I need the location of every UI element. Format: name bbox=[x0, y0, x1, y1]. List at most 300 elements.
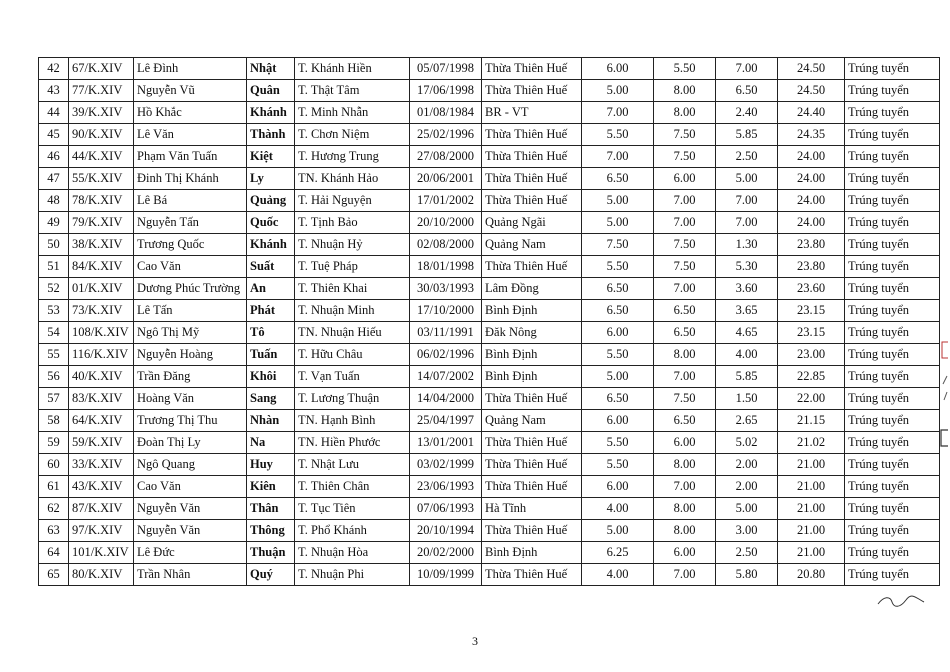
cell-stt: 43 bbox=[39, 80, 69, 102]
table-row bbox=[39, 234, 940, 256]
cell-result: Trúng tuyển bbox=[845, 212, 940, 234]
cell-province: Thừa Thiên Huế bbox=[482, 124, 582, 146]
table-row bbox=[39, 564, 940, 586]
cell-code: 43/K.XIV bbox=[69, 476, 134, 498]
cell-dob: 20/06/2001 bbox=[410, 168, 482, 190]
cell-family: Nguyễn Hoàng bbox=[134, 344, 247, 366]
table-row bbox=[39, 212, 940, 234]
cell-dob: 03/11/1991 bbox=[410, 322, 482, 344]
cell-s2: 8.00 bbox=[654, 102, 716, 124]
cell-family: Nguyễn Văn bbox=[134, 520, 247, 542]
cell-total: 21.02 bbox=[778, 432, 845, 454]
cell-s1: 5.00 bbox=[582, 190, 654, 212]
cell-province: Quảng Nam bbox=[482, 234, 582, 256]
cell-code: 01/K.XIV bbox=[69, 278, 134, 300]
cell-s3: 7.00 bbox=[716, 58, 778, 80]
cell-s1: 5.00 bbox=[582, 520, 654, 542]
cell-family: Đoàn Thị Ly bbox=[134, 432, 247, 454]
cell-s2: 6.00 bbox=[654, 432, 716, 454]
cell-family: Nguyễn Tấn bbox=[134, 212, 247, 234]
cell-stt: 47 bbox=[39, 168, 69, 190]
cell-code: 97/K.XIV bbox=[69, 520, 134, 542]
cell-dob: 30/03/1993 bbox=[410, 278, 482, 300]
table-row bbox=[39, 542, 940, 564]
cell-result: Trúng tuyển bbox=[845, 344, 940, 366]
cell-s1: 7.00 bbox=[582, 102, 654, 124]
cell-dob: 10/09/1999 bbox=[410, 564, 482, 586]
cell-dharma: TN. Nhuận Hiếu bbox=[295, 322, 410, 344]
cell-dharma: T. Thật Tâm bbox=[295, 80, 410, 102]
cell-result: Trúng tuyển bbox=[845, 564, 940, 586]
table-row bbox=[39, 300, 940, 322]
cell-total: 21.15 bbox=[778, 410, 845, 432]
cell-stt: 44 bbox=[39, 102, 69, 124]
cell-s3: 3.00 bbox=[716, 520, 778, 542]
cell-name: Khánh bbox=[247, 102, 295, 124]
cell-dharma: TN. Hạnh Bình bbox=[295, 410, 410, 432]
cell-result: Trúng tuyển bbox=[845, 366, 940, 388]
cell-name: Tô bbox=[247, 322, 295, 344]
cell-name: Thân bbox=[247, 498, 295, 520]
cell-s1: 6.50 bbox=[582, 168, 654, 190]
cell-name: An bbox=[247, 278, 295, 300]
cell-province: Bình Định bbox=[482, 344, 582, 366]
cell-s3: 5.02 bbox=[716, 432, 778, 454]
cell-s2: 6.50 bbox=[654, 410, 716, 432]
cell-province: Thừa Thiên Huế bbox=[482, 146, 582, 168]
cell-dharma: T. Nhật Lưu bbox=[295, 454, 410, 476]
cell-dharma: T. Thiên Chân bbox=[295, 476, 410, 498]
cell-s2: 8.00 bbox=[654, 454, 716, 476]
cell-province: Thừa Thiên Huế bbox=[482, 564, 582, 586]
cell-code: 79/K.XIV bbox=[69, 212, 134, 234]
cell-dob: 14/07/2002 bbox=[410, 366, 482, 388]
cell-stt: 45 bbox=[39, 124, 69, 146]
cell-total: 23.60 bbox=[778, 278, 845, 300]
cell-province: BR - VT bbox=[482, 102, 582, 124]
cell-dharma: TN. Khánh Hảo bbox=[295, 168, 410, 190]
cell-family: Nguyễn Văn bbox=[134, 498, 247, 520]
cell-family: Hoàng Văn bbox=[134, 388, 247, 410]
table-row bbox=[39, 476, 940, 498]
cell-family: Nguyễn Vũ bbox=[134, 80, 247, 102]
cell-s3: 5.00 bbox=[716, 168, 778, 190]
cell-stt: 57 bbox=[39, 388, 69, 410]
cell-dharma: T. Tịnh Bảo bbox=[295, 212, 410, 234]
table-row bbox=[39, 388, 940, 410]
cell-dharma: T. Nhuận Minh bbox=[295, 300, 410, 322]
cell-dharma: T. Nhuận Phi bbox=[295, 564, 410, 586]
cell-stt: 46 bbox=[39, 146, 69, 168]
table-row bbox=[39, 256, 940, 278]
cell-name: Quân bbox=[247, 80, 295, 102]
cell-total: 24.35 bbox=[778, 124, 845, 146]
cell-name: Huy bbox=[247, 454, 295, 476]
cell-stt: 49 bbox=[39, 212, 69, 234]
cell-code: 80/K.XIV bbox=[69, 564, 134, 586]
cell-province: Hà Tĩnh bbox=[482, 498, 582, 520]
table-row bbox=[39, 80, 940, 102]
cell-family: Dương Phúc Trường bbox=[134, 278, 247, 300]
cell-s1: 5.00 bbox=[582, 366, 654, 388]
cell-total: 23.80 bbox=[778, 234, 845, 256]
cell-result: Trúng tuyển bbox=[845, 476, 940, 498]
cell-dharma: T. Hương Trung bbox=[295, 146, 410, 168]
cell-s1: 6.50 bbox=[582, 388, 654, 410]
table-row bbox=[39, 410, 940, 432]
cell-family: Lê Bá bbox=[134, 190, 247, 212]
cell-dob: 03/02/1999 bbox=[410, 454, 482, 476]
cell-s2: 7.50 bbox=[654, 124, 716, 146]
cell-total: 24.00 bbox=[778, 212, 845, 234]
cell-dharma: T. Vạn Tuấn bbox=[295, 366, 410, 388]
cell-s1: 7.00 bbox=[582, 146, 654, 168]
cell-s1: 5.50 bbox=[582, 256, 654, 278]
cell-s3: 1.50 bbox=[716, 388, 778, 410]
cell-stt: 53 bbox=[39, 300, 69, 322]
table-row bbox=[39, 454, 940, 476]
cell-family: Cao Văn bbox=[134, 476, 247, 498]
cell-s2: 7.50 bbox=[654, 388, 716, 410]
cell-code: 101/K.XIV bbox=[69, 542, 134, 564]
cell-dharma: T. Nhuận Hỷ bbox=[295, 234, 410, 256]
cell-total: 21.00 bbox=[778, 520, 845, 542]
table-row bbox=[39, 344, 940, 366]
cell-code: 73/K.XIV bbox=[69, 300, 134, 322]
cell-stt: 55 bbox=[39, 344, 69, 366]
cell-province: Thừa Thiên Huế bbox=[482, 168, 582, 190]
cell-total: 20.80 bbox=[778, 564, 845, 586]
cell-family: Cao Văn bbox=[134, 256, 247, 278]
cell-stt: 62 bbox=[39, 498, 69, 520]
cell-s2: 7.00 bbox=[654, 366, 716, 388]
cell-family: Trương Quốc bbox=[134, 234, 247, 256]
cell-dob: 20/10/2000 bbox=[410, 212, 482, 234]
cell-dharma: T. Thiên Khai bbox=[295, 278, 410, 300]
table-row bbox=[39, 322, 940, 344]
cell-s3: 3.60 bbox=[716, 278, 778, 300]
cell-total: 24.00 bbox=[778, 190, 845, 212]
cell-result: Trúng tuyển bbox=[845, 124, 940, 146]
cell-total: 21.00 bbox=[778, 498, 845, 520]
cell-province: Bình Định bbox=[482, 300, 582, 322]
cell-dob: 01/08/1984 bbox=[410, 102, 482, 124]
cell-code: 64/K.XIV bbox=[69, 410, 134, 432]
page-edge-mark bbox=[938, 340, 950, 450]
cell-s2: 6.00 bbox=[654, 542, 716, 564]
cell-total: 24.00 bbox=[778, 168, 845, 190]
cell-s1: 6.25 bbox=[582, 542, 654, 564]
cell-total: 22.00 bbox=[778, 388, 845, 410]
cell-s1: 6.50 bbox=[582, 278, 654, 300]
cell-s2: 8.00 bbox=[654, 520, 716, 542]
table-row bbox=[39, 146, 940, 168]
cell-province: Thừa Thiên Huế bbox=[482, 476, 582, 498]
cell-name: Khánh bbox=[247, 234, 295, 256]
cell-stt: 58 bbox=[39, 410, 69, 432]
cell-code: 55/K.XIV bbox=[69, 168, 134, 190]
cell-result: Trúng tuyển bbox=[845, 80, 940, 102]
cell-name: Quý bbox=[247, 564, 295, 586]
cell-total: 24.40 bbox=[778, 102, 845, 124]
cell-dob: 23/06/1993 bbox=[410, 476, 482, 498]
cell-stt: 60 bbox=[39, 454, 69, 476]
cell-total: 23.80 bbox=[778, 256, 845, 278]
cell-result: Trúng tuyển bbox=[845, 410, 940, 432]
cell-s2: 6.50 bbox=[654, 300, 716, 322]
table-row bbox=[39, 366, 940, 388]
cell-name: Phát bbox=[247, 300, 295, 322]
cell-name: Kiệt bbox=[247, 146, 295, 168]
cell-s1: 5.50 bbox=[582, 432, 654, 454]
cell-family: Lê Đức bbox=[134, 542, 247, 564]
cell-result: Trúng tuyển bbox=[845, 102, 940, 124]
cell-s3: 5.85 bbox=[716, 124, 778, 146]
cell-dob: 18/01/1998 bbox=[410, 256, 482, 278]
cell-s3: 2.65 bbox=[716, 410, 778, 432]
cell-name: Khôi bbox=[247, 366, 295, 388]
table-row bbox=[39, 58, 940, 80]
cell-s1: 6.00 bbox=[582, 58, 654, 80]
cell-family: Lê Tấn bbox=[134, 300, 247, 322]
cell-family: Trần Đăng bbox=[134, 366, 247, 388]
cell-total: 21.00 bbox=[778, 454, 845, 476]
cell-s1: 6.00 bbox=[582, 410, 654, 432]
signature-mark bbox=[876, 592, 926, 612]
cell-dob: 20/02/2000 bbox=[410, 542, 482, 564]
cell-s1: 6.50 bbox=[582, 300, 654, 322]
cell-province: Thừa Thiên Huế bbox=[482, 454, 582, 476]
cell-s2: 7.00 bbox=[654, 278, 716, 300]
cell-dharma: T. Nhuận Hòa bbox=[295, 542, 410, 564]
cell-s3: 2.50 bbox=[716, 146, 778, 168]
cell-code: 83/K.XIV bbox=[69, 388, 134, 410]
cell-family: Trương Thị Thu bbox=[134, 410, 247, 432]
table-row bbox=[39, 520, 940, 542]
cell-result: Trúng tuyển bbox=[845, 256, 940, 278]
cell-province: Bình Định bbox=[482, 366, 582, 388]
cell-family: Lê Văn bbox=[134, 124, 247, 146]
cell-result: Trúng tuyển bbox=[845, 454, 940, 476]
cell-family: Hồ Khắc bbox=[134, 102, 247, 124]
cell-result: Trúng tuyển bbox=[845, 322, 940, 344]
cell-dob: 17/01/2002 bbox=[410, 190, 482, 212]
cell-family: Ngô Quang bbox=[134, 454, 247, 476]
cell-s2: 7.50 bbox=[654, 234, 716, 256]
cell-s1: 5.00 bbox=[582, 212, 654, 234]
cell-total: 23.15 bbox=[778, 322, 845, 344]
cell-dharma: T. Tục Tiên bbox=[295, 498, 410, 520]
table-row bbox=[39, 168, 940, 190]
cell-s2: 7.00 bbox=[654, 190, 716, 212]
cell-s2: 7.00 bbox=[654, 476, 716, 498]
cell-name: Nhàn bbox=[247, 410, 295, 432]
cell-name: Na bbox=[247, 432, 295, 454]
cell-code: 38/K.XIV bbox=[69, 234, 134, 256]
cell-result: Trúng tuyển bbox=[845, 388, 940, 410]
cell-code: 40/K.XIV bbox=[69, 366, 134, 388]
cell-s2: 7.50 bbox=[654, 146, 716, 168]
cell-s3: 2.00 bbox=[716, 454, 778, 476]
cell-province: Lâm Đồng bbox=[482, 278, 582, 300]
cell-s1: 6.00 bbox=[582, 322, 654, 344]
cell-province: Thừa Thiên Huế bbox=[482, 388, 582, 410]
cell-s1: 7.50 bbox=[582, 234, 654, 256]
cell-code: 116/K.XIV bbox=[69, 344, 134, 366]
cell-stt: 51 bbox=[39, 256, 69, 278]
cell-s3: 5.00 bbox=[716, 498, 778, 520]
cell-result: Trúng tuyển bbox=[845, 432, 940, 454]
cell-result: Trúng tuyển bbox=[845, 498, 940, 520]
cell-name: Quảng bbox=[247, 190, 295, 212]
cell-code: 90/K.XIV bbox=[69, 124, 134, 146]
cell-dob: 25/02/1996 bbox=[410, 124, 482, 146]
cell-total: 22.85 bbox=[778, 366, 845, 388]
cell-code: 108/K.XIV bbox=[69, 322, 134, 344]
cell-result: Trúng tuyển bbox=[845, 190, 940, 212]
cell-s2: 8.00 bbox=[654, 344, 716, 366]
cell-stt: 48 bbox=[39, 190, 69, 212]
cell-dob: 17/10/2000 bbox=[410, 300, 482, 322]
cell-dharma: T. Lương Thuận bbox=[295, 388, 410, 410]
cell-code: 39/K.XIV bbox=[69, 102, 134, 124]
cell-dharma: T. Hữu Châu bbox=[295, 344, 410, 366]
cell-s3: 5.85 bbox=[716, 366, 778, 388]
cell-s3: 7.00 bbox=[716, 190, 778, 212]
table-row bbox=[39, 432, 940, 454]
cell-total: 23.15 bbox=[778, 300, 845, 322]
cell-stt: 61 bbox=[39, 476, 69, 498]
cell-stt: 52 bbox=[39, 278, 69, 300]
cell-name: Thuận bbox=[247, 542, 295, 564]
cell-s3: 2.40 bbox=[716, 102, 778, 124]
cell-name: Thành bbox=[247, 124, 295, 146]
results-table bbox=[38, 57, 940, 586]
cell-total: 24.50 bbox=[778, 58, 845, 80]
cell-s3: 6.50 bbox=[716, 80, 778, 102]
cell-result: Trúng tuyển bbox=[845, 146, 940, 168]
cell-dharma: TN. Hiền Phước bbox=[295, 432, 410, 454]
cell-total: 24.50 bbox=[778, 80, 845, 102]
cell-dharma: T. Phổ Khánh bbox=[295, 520, 410, 542]
cell-code: 33/K.XIV bbox=[69, 454, 134, 476]
cell-family: Lê Đình bbox=[134, 58, 247, 80]
cell-name: Kiên bbox=[247, 476, 295, 498]
cell-total: 23.00 bbox=[778, 344, 845, 366]
cell-stt: 59 bbox=[39, 432, 69, 454]
table-row bbox=[39, 278, 940, 300]
cell-s1: 5.50 bbox=[582, 124, 654, 146]
cell-code: 44/K.XIV bbox=[69, 146, 134, 168]
cell-code: 78/K.XIV bbox=[69, 190, 134, 212]
cell-dharma: T. Tuệ Pháp bbox=[295, 256, 410, 278]
cell-dob: 25/04/1997 bbox=[410, 410, 482, 432]
cell-family: Trần Nhân bbox=[134, 564, 247, 586]
cell-stt: 50 bbox=[39, 234, 69, 256]
cell-dob: 07/06/1993 bbox=[410, 498, 482, 520]
cell-dob: 27/08/2000 bbox=[410, 146, 482, 168]
cell-s3: 5.80 bbox=[716, 564, 778, 586]
cell-s3: 3.65 bbox=[716, 300, 778, 322]
cell-province: Thừa Thiên Huế bbox=[482, 190, 582, 212]
cell-province: Quảng Nam bbox=[482, 410, 582, 432]
cell-s1: 6.00 bbox=[582, 476, 654, 498]
cell-result: Trúng tuyển bbox=[845, 520, 940, 542]
cell-dob: 14/04/2000 bbox=[410, 388, 482, 410]
cell-name: Quốc bbox=[247, 212, 295, 234]
cell-code: 77/K.XIV bbox=[69, 80, 134, 102]
cell-total: 24.00 bbox=[778, 146, 845, 168]
cell-s2: 7.00 bbox=[654, 212, 716, 234]
cell-code: 59/K.XIV bbox=[69, 432, 134, 454]
cell-dharma: T. Khánh Hiền bbox=[295, 58, 410, 80]
cell-code: 67/K.XIV bbox=[69, 58, 134, 80]
cell-province: Bình Định bbox=[482, 542, 582, 564]
cell-s1: 5.50 bbox=[582, 454, 654, 476]
table-row bbox=[39, 190, 940, 212]
cell-s1: 5.50 bbox=[582, 344, 654, 366]
cell-stt: 64 bbox=[39, 542, 69, 564]
cell-s3: 2.50 bbox=[716, 542, 778, 564]
cell-dob: 13/01/2001 bbox=[410, 432, 482, 454]
cell-s2: 8.00 bbox=[654, 498, 716, 520]
cell-s1: 4.00 bbox=[582, 564, 654, 586]
page-number: 3 bbox=[472, 634, 478, 648]
cell-s2: 6.00 bbox=[654, 168, 716, 190]
table-row bbox=[39, 102, 940, 124]
cell-s3: 1.30 bbox=[716, 234, 778, 256]
cell-s1: 4.00 bbox=[582, 498, 654, 520]
cell-province: Thừa Thiên Huế bbox=[482, 432, 582, 454]
cell-family: Đinh Thị Khánh bbox=[134, 168, 247, 190]
cell-stt: 42 bbox=[39, 58, 69, 80]
table-row bbox=[39, 498, 940, 520]
cell-s3: 4.00 bbox=[716, 344, 778, 366]
cell-dharma: T. Minh Nhẫn bbox=[295, 102, 410, 124]
cell-stt: 54 bbox=[39, 322, 69, 344]
cell-result: Trúng tuyển bbox=[845, 542, 940, 564]
cell-code: 87/K.XIV bbox=[69, 498, 134, 520]
cell-result: Trúng tuyển bbox=[845, 58, 940, 80]
cell-province: Thừa Thiên Huế bbox=[482, 256, 582, 278]
cell-dob: 20/10/1994 bbox=[410, 520, 482, 542]
cell-total: 21.00 bbox=[778, 476, 845, 498]
cell-s3: 7.00 bbox=[716, 212, 778, 234]
cell-s2: 7.50 bbox=[654, 256, 716, 278]
cell-name: Tuấn bbox=[247, 344, 295, 366]
table-row bbox=[39, 124, 940, 146]
cell-dharma: T. Hải Nguyện bbox=[295, 190, 410, 212]
cell-s2: 5.50 bbox=[654, 58, 716, 80]
cell-name: Thông bbox=[247, 520, 295, 542]
cell-dob: 06/02/1996 bbox=[410, 344, 482, 366]
cell-s1: 5.00 bbox=[582, 80, 654, 102]
cell-s2: 7.00 bbox=[654, 564, 716, 586]
cell-s3: 4.65 bbox=[716, 322, 778, 344]
cell-stt: 65 bbox=[39, 564, 69, 586]
cell-province: Quảng Ngãi bbox=[482, 212, 582, 234]
cell-province: Đăk Nông bbox=[482, 322, 582, 344]
cell-stt: 63 bbox=[39, 520, 69, 542]
cell-result: Trúng tuyển bbox=[845, 234, 940, 256]
cell-family: Phạm Văn Tuấn bbox=[134, 146, 247, 168]
cell-province: Thừa Thiên Huế bbox=[482, 520, 582, 542]
cell-dob: 02/08/2000 bbox=[410, 234, 482, 256]
cell-s3: 5.30 bbox=[716, 256, 778, 278]
cell-s3: 2.00 bbox=[716, 476, 778, 498]
cell-dob: 17/06/1998 bbox=[410, 80, 482, 102]
cell-s2: 8.00 bbox=[654, 80, 716, 102]
